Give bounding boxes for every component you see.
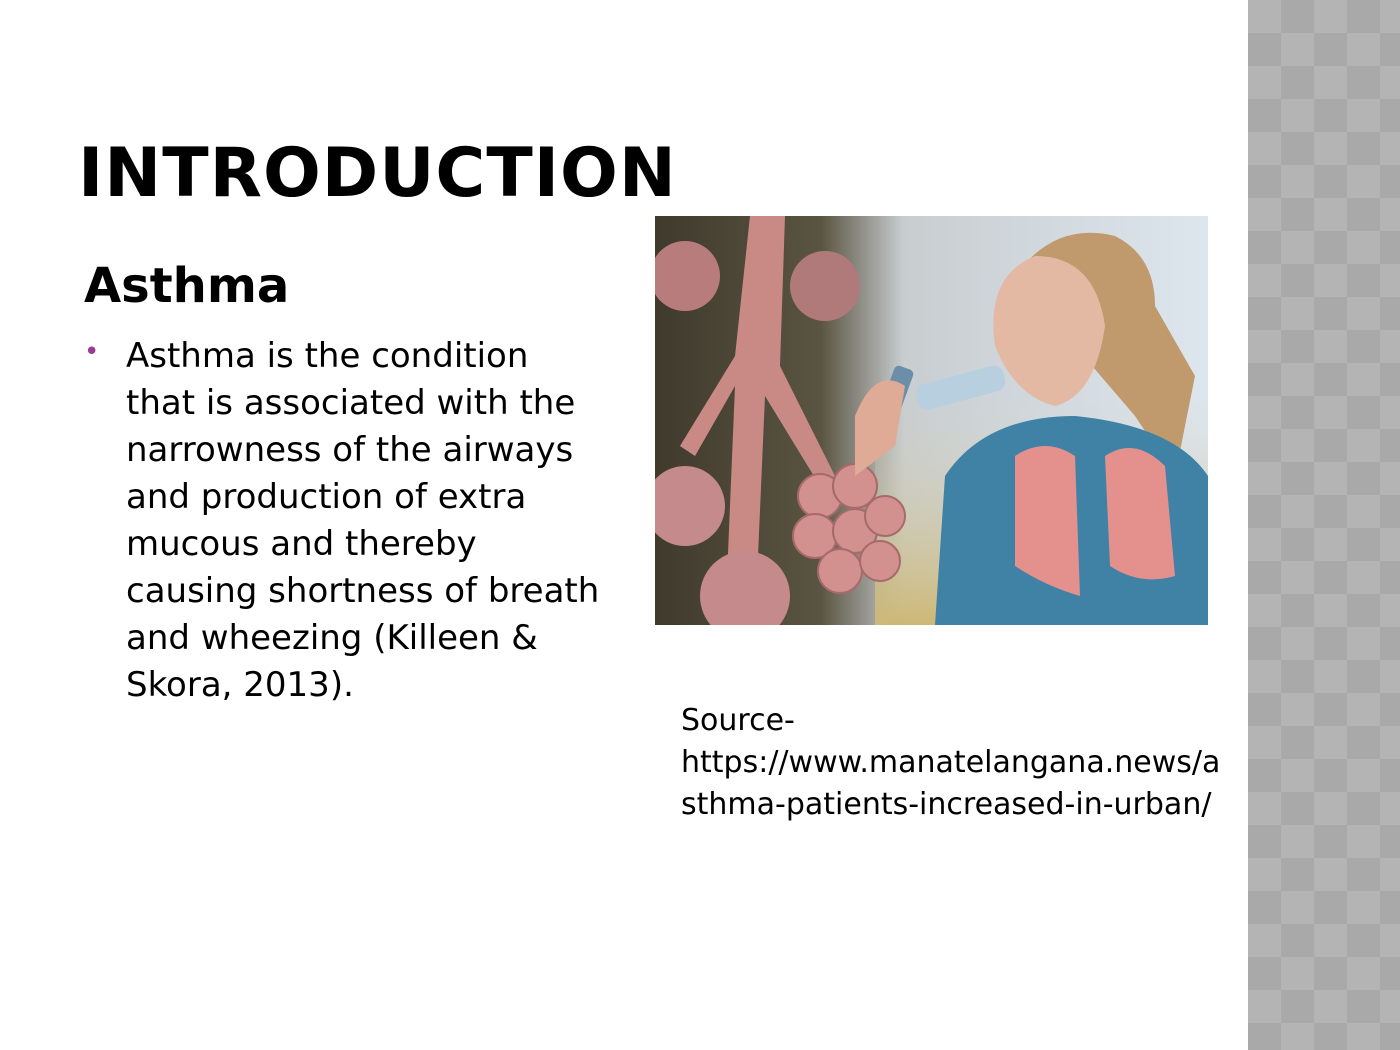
source-url[interactable]: https://www.manatelangana.news/asthma-patients-increased-in-urban/ [681,745,1221,822]
bullet-list [84,333,604,709]
bullet-item: Asthma is the condition that is associated with the narrowness of the airways and production of extra mucous and thereby causing shortness of breath and wheezing (Killeen & Skora, 2013). [126,336,600,705]
source-label: Source- [681,703,795,738]
bullet-icon: • [84,337,100,367]
slide-subtitle: Asthma [84,258,290,314]
slide-title: INTRODUCTION [78,134,677,213]
decorative-side-pattern [1248,0,1400,1050]
asthma-illustration-image [655,216,1208,625]
image-source-caption [681,700,1221,826]
